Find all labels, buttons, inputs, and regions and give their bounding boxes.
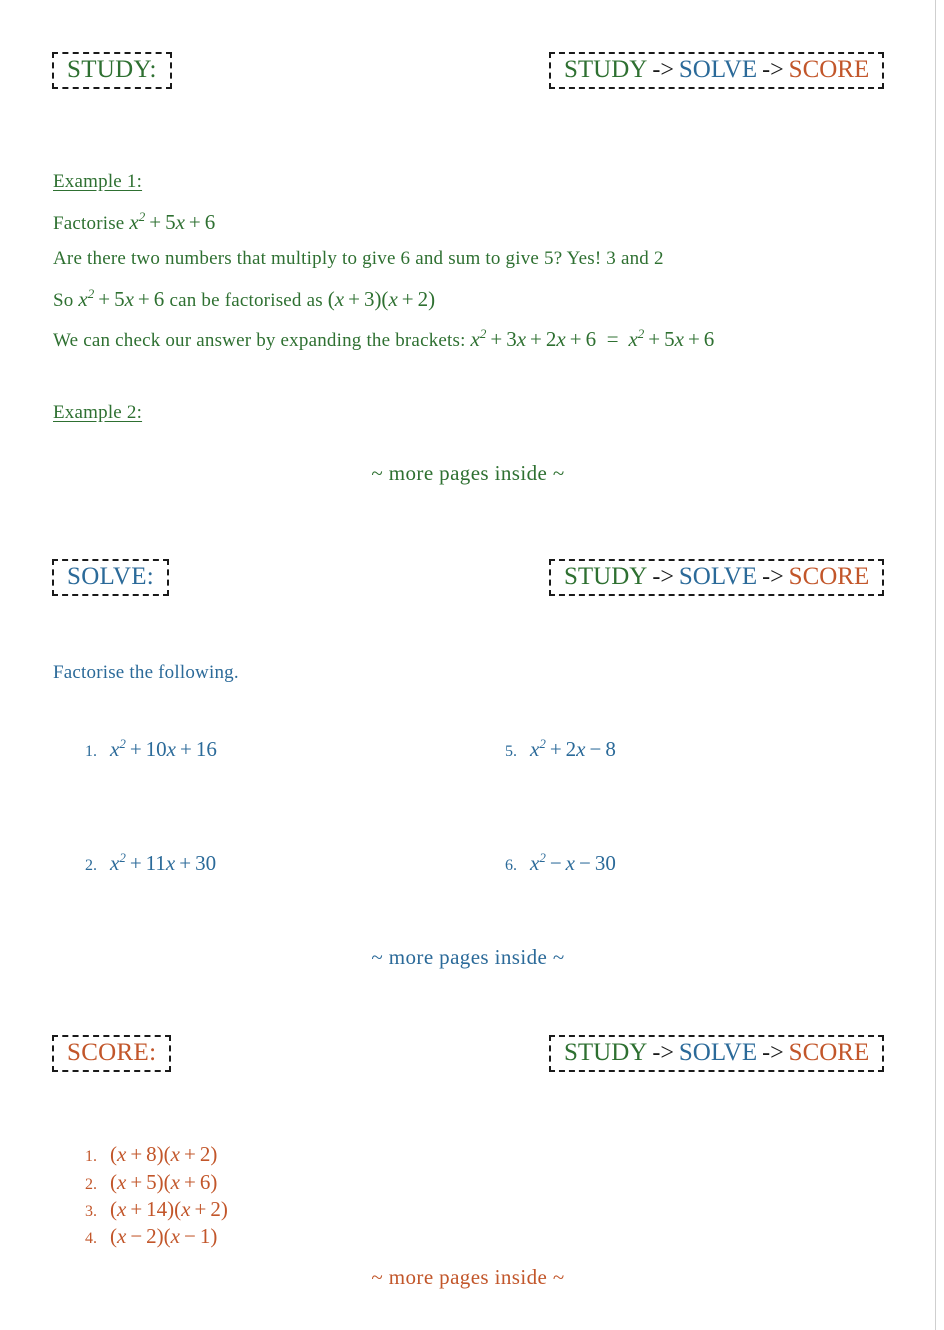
study-line-check-text: We can check our answer by expanding the brackets: — [53, 330, 466, 351]
nav-step-score[interactable]: SCORE — [788, 563, 870, 590]
study-tag-badge — [52, 52, 172, 89]
score-answer-number: 4. — [85, 1230, 97, 1247]
example-1-heading: Example 1: — [53, 171, 143, 192]
solve-tag-label: SOLVE: — [67, 563, 155, 590]
study-line-factorise — [53, 210, 215, 235]
progress-nav-badge-study[interactable] — [549, 52, 884, 89]
solve-question-expression: $x^2 - x - 30$ — [530, 850, 616, 875]
score-answer-2 — [75, 1170, 217, 1195]
score-answer-number: 1. — [85, 1148, 97, 1165]
study-expr-equals: = — [605, 327, 620, 351]
study-line-factorised — [53, 287, 435, 312]
study-line-factorise-text: Factorise — [53, 213, 125, 234]
study-line-two-numbers: Are there two numbers that multiply to give 6 and sum to give 5? Yes! 3 and 2 — [53, 248, 664, 269]
score-tag-label: SCORE: — [67, 1039, 157, 1066]
nav-arrow-icon: -> — [762, 564, 784, 590]
study-more-pages-note: ~ more pages inside ~ — [371, 461, 565, 485]
solve-question-expression: $x^2 + 10x + 16$ — [110, 736, 217, 761]
solve-question-number: 2. — [85, 857, 97, 874]
nav-step-solve[interactable]: SOLVE — [678, 563, 758, 590]
solve-question-number: 6. — [505, 857, 517, 874]
nav-arrow-icon: -> — [652, 57, 674, 83]
nav-arrow-icon: -> — [762, 57, 784, 83]
study-section-header — [0, 52, 936, 94]
nav-step-study[interactable]: STUDY — [564, 563, 648, 590]
study-expr-so: $x^2 + 5x + 6$ — [78, 286, 165, 311]
score-tag-badge — [52, 1035, 171, 1072]
solve-question-expression: $x^2 + 11x + 30$ — [110, 850, 217, 875]
solve-instruction: Factorise the following. — [53, 662, 239, 683]
score-more-pages-note: ~ more pages inside ~ — [371, 1265, 565, 1289]
score-answer-expression: (x + 14)(x + 2) — [110, 1197, 228, 1221]
score-answer-3 — [75, 1197, 228, 1222]
solve-question-2 — [75, 851, 216, 876]
score-answer-expression: (x + 8)(x + 2) — [110, 1142, 218, 1166]
score-answer-expression: (x + 5)(x + 6) — [110, 1170, 218, 1194]
score-answer-number: 2. — [85, 1176, 97, 1193]
solve-question-number: 5. — [505, 743, 517, 760]
study-expr-expand-right: $x^2 + 5x + 6$ — [628, 326, 715, 351]
study-line-so-text: So — [53, 290, 74, 311]
study-expr-expand-left: $x^2 + 3x + 2x + 6$ — [470, 326, 597, 351]
nav-step-solve[interactable]: SOLVE — [678, 1039, 758, 1066]
score-answer-1 — [75, 1142, 217, 1167]
solve-tag-badge — [52, 559, 169, 596]
nav-arrow-icon: -> — [652, 564, 674, 590]
solve-question-6 — [495, 851, 616, 876]
example-2-heading: Example 2: — [53, 402, 143, 423]
solve-more-pages-note: ~ more pages inside ~ — [371, 945, 565, 969]
score-answer-number: 3. — [85, 1203, 97, 1220]
nav-arrow-icon: -> — [762, 1040, 784, 1066]
study-tag-label: STUDY: — [67, 56, 157, 83]
progress-nav-badge-solve[interactable] — [549, 559, 884, 596]
nav-step-solve[interactable]: SOLVE — [678, 56, 758, 83]
nav-step-study[interactable]: STUDY — [564, 56, 648, 83]
study-expr-factored: (x + 3)(x + 2) — [327, 287, 436, 311]
solve-question-5 — [495, 737, 616, 762]
score-answer-expression: (x − 2)(x − 1) — [110, 1224, 218, 1248]
nav-arrow-icon: -> — [652, 1040, 674, 1066]
progress-nav-badge-score[interactable] — [549, 1035, 884, 1072]
nav-step-score[interactable]: SCORE — [788, 1039, 870, 1066]
score-answer-4 — [75, 1224, 217, 1249]
solve-question-expression: $x^2 + 2x - 8$ — [530, 736, 616, 761]
study-expr-factorise: $x^2 + 5x + 6$ — [129, 209, 216, 234]
nav-step-study[interactable]: STUDY — [564, 1039, 648, 1066]
solve-question-1 — [75, 737, 217, 762]
solve-section-header — [0, 559, 936, 601]
nav-step-score[interactable]: SCORE — [788, 56, 870, 83]
score-section-header — [0, 1035, 936, 1077]
solve-question-number: 1. — [85, 743, 97, 760]
study-line-check — [53, 327, 714, 352]
study-line-canbe-text: can be factorised as — [169, 290, 323, 311]
